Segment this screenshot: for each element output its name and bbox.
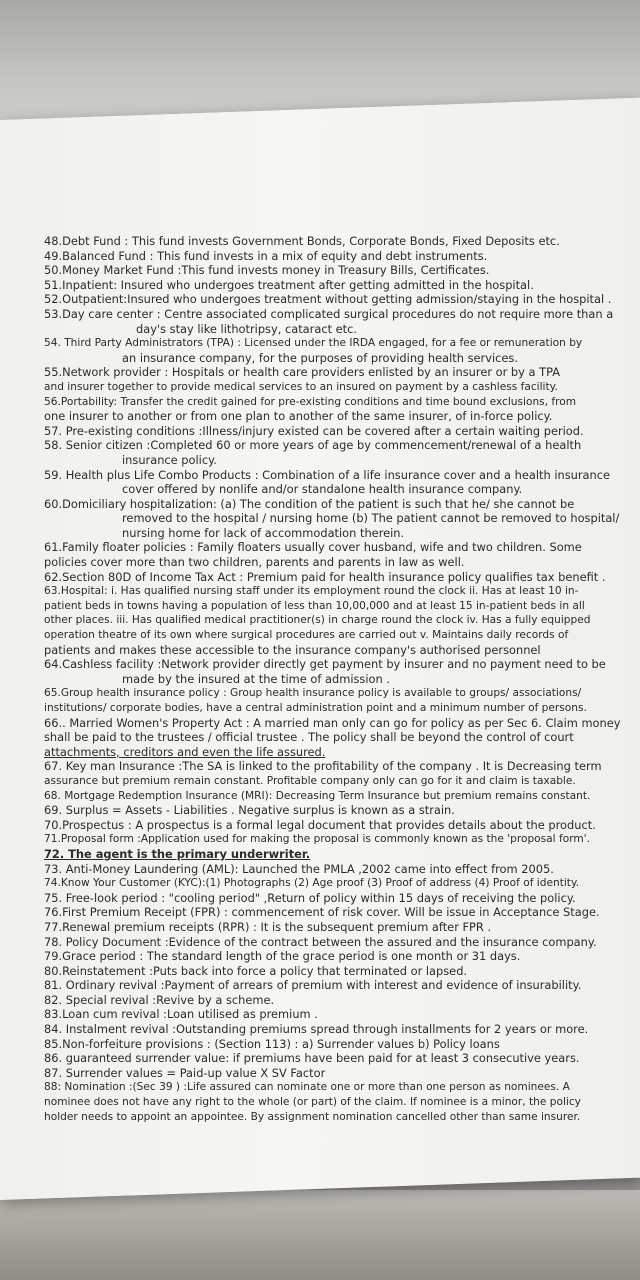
text-line: day's stay like lithotripsy, cataract etc. — [136, 321, 358, 336]
text-line: 62.Section 80D of Income Tax Act : Premium paid for health insurance policy qualifies tax benefit . — [44, 569, 606, 584]
text-line: 58. Senior citizen :Completed 60 or more years of age by commencement/renewal of a health — [44, 438, 582, 453]
text-line: 65.Group health insurance policy : Group health insurance policy is available to groups/ associations/ — [44, 687, 582, 700]
text-line: 70.Prospectus : A prospectus is a formal legal document that provides details about the product. — [44, 817, 596, 832]
text-line: 87. Surrender values = Paid-up value X SV Factor — [44, 1065, 326, 1080]
desk-surface — [0, 1190, 640, 1280]
text-line: 77.Renewal premium receipts (RPR) : It is the subsequent premium after FPR . — [44, 919, 492, 934]
text-line: 67. Key man Insurance :The SA is linked to the profitability of the company . It is Decreasing term — [44, 759, 602, 774]
text-line: operation theatre of its own where surgical procedures are carried out v. Maintains daily records of — [44, 629, 569, 642]
text-line: institutions/ corporate bodies, have a central administration point and a minimum number of persons. — [44, 702, 587, 714]
text-line: insurance policy. — [122, 452, 217, 467]
text-line: 71.Proposal form :Application used for making the proposal is commonly known as the 'proposal form'. — [44, 833, 590, 846]
text-line: 81. Ordinary revival :Payment of arrears of premium with interest and evidence of insurability. — [44, 978, 582, 993]
text-line: 51.Inpatient: Insured who undergoes treatment after getting admitted in the hospital. — [44, 277, 534, 292]
text-line: 72. The agent is the primary underwriter. — [44, 846, 311, 861]
text-line: nursing home for lack of accommodation therein. — [122, 525, 405, 540]
text-line: 74.Know Your Customer (KYC):(1) Photographs (2) Age proof (3) Proof of address (4) Proof of identity. — [44, 877, 580, 890]
text-line: other places. iii. Has qualified medical practitioner(s) in charge round the clock iv. Has a fully equipped — [44, 614, 591, 627]
text-line: 50.Money Market Fund :This fund invests money in Treasury Bills, Certificates. — [44, 263, 490, 278]
text-line: 55.Network provider : Hospitals or health care providers enlisted by an insurer or by a TPA — [44, 365, 560, 380]
document-text — [44, 234, 624, 1124]
text-line: 78. Policy Document :Evidence of the contract between the assured and the insurance company. — [44, 934, 597, 949]
text-line: and insurer together to provide medical services to an insured on payment by a cashless facility. — [44, 380, 558, 393]
text-line: 84. Instalment revival :Outstanding premiums spread through installments for 2 years or more. — [44, 1022, 589, 1037]
text-line: 79.Grace period : The standard length of the grace period is one month or 31 days. — [44, 949, 521, 964]
text-line: nominee does not have any right to the whole (or part) of the claim. If nominee is a minor, the policy — [44, 1096, 581, 1109]
text-line: 82. Special revival :Revive by a scheme. — [44, 992, 275, 1007]
text-line: 86. guaranteed surrender value: if premiums have been paid for at least 3 consecutive years. — [44, 1051, 580, 1066]
text-line: 48.Debt Fund : This fund invests Government Bonds, Corporate Bonds, Fixed Deposits etc. — [44, 234, 560, 248]
text-line: made by the insured at the time of admission . — [122, 671, 390, 686]
text-line: 66.. Married Women's Property Act : A married man only can go for policy as per Sec 6. Claim money — [44, 715, 621, 730]
text-line: holder needs to appoint an appointee. By assignment nomination cancelled other than same insurer. — [44, 1110, 581, 1123]
text-line: cover offered by nonlife and/or standalone health insurance company. — [122, 482, 523, 497]
text-line: 88: Nomination :(Sec 39 ) :Life assured can nominate one or more than one person as nominees. A — [44, 1081, 570, 1094]
text-line: policies cover more than two children, parents and parents in law as well. — [44, 555, 465, 570]
text-line: 61.Family floater policies : Family floaters usually cover husband, wife and two children. Some — [44, 540, 582, 555]
text-line: 69. Surplus = Assets - Liabilities . Negative surplus is known as a strain. — [44, 803, 455, 818]
text-line: 64.Cashless facility :Network provider directly get payment by insurer and no payment need to be — [44, 657, 606, 672]
text-line: removed to the hospital / nursing home (b) The patient cannot be removed to hospital/ — [122, 511, 620, 526]
text-line: 75. Free-look period : "cooling period" ,Return of policy within 15 days of receiving the policy. — [44, 890, 576, 905]
text-line: 68. Mortgage Redemption Insurance (MRI): Decreasing Term Insurance but premium remains constant. — [44, 789, 591, 802]
text-line: assurance but premium remain constant. Profitable company only can go for it and claim is taxable. — [44, 774, 576, 787]
text-line: 52.Outpatient:Insured who undergoes treatment without getting admission/staying in the hospital . — [44, 292, 612, 307]
text-line: patient beds in towns having a population of less than 10,00,000 and at least 15 in-patient beds in all — [44, 599, 585, 612]
text-line: 85.Non-forfeiture provisions : (Section 113) : a) Surrender values b) Policy loans — [44, 1036, 500, 1051]
text-line: one insurer to another or from one plan to another of the same insurer, of in-force policy. — [44, 409, 553, 424]
text-line: 83.Loan cum revival :Loan utilised as premium . — [44, 1007, 318, 1022]
text-line: 73. Anti-Money Laundering (AML): Launched the PMLA ,2002 came into effect from 2005. — [44, 861, 554, 876]
text-line: patients and makes these accessible to the insurance company's authorised personnel — [44, 642, 541, 657]
text-line: 59. Health plus Life Combo Products : Combination of a life insurance cover and a health insurance — [44, 467, 611, 482]
text-line: 49.Balanced Fund : This fund invests in a mix of equity and debt instruments. — [44, 248, 488, 263]
text-line: 54. Third Party Administrators (TPA) : Licensed under the IRDA engaged, for a fee or remuneration by — [44, 337, 583, 350]
text-line: 56.Portability: Transfer the credit gained for pre-existing conditions and time bound exclusions, from — [44, 395, 577, 408]
text-line: an insurance company, for the purposes of providing health services. — [122, 350, 518, 365]
text-line: 57. Pre-existing conditions :Illness/injury existed can be covered after a certain waiting period. — [44, 423, 584, 438]
text-line: 60.Domiciliary hospitalization: (a) The condition of the patient is such that he/ she cannot be — [44, 496, 575, 511]
text-line: shall be paid to the trustees / official trustee . The policy shall be beyond the control of court — [44, 730, 574, 745]
text-line: 76.First Premium Receipt (FPR) : commencement of risk cover. Will be issue in Acceptance Stage. — [44, 905, 600, 920]
text-line: attachments, creditors and even the life assured. — [44, 744, 326, 759]
text-line: 53.Day care center : Centre associated complicated surgical procedures do not require more than a — [44, 306, 614, 321]
text-line: 63.Hospital: i. Has qualified nursing staff under its employment round the clock ii. Has at least 10 in- — [44, 585, 579, 598]
text-line: 80.Reinstatement :Puts back into force a policy that terminated or lapsed. — [44, 963, 468, 978]
